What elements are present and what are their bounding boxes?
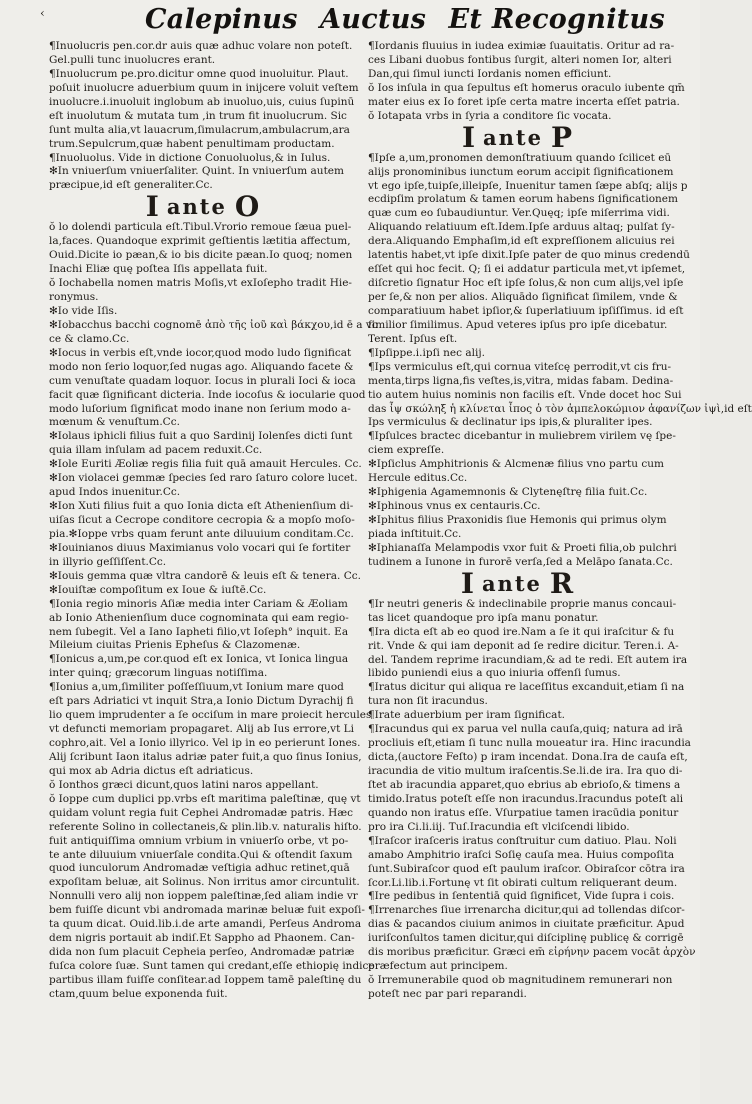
text-line: ✻Ion violacei gemmæ ſpecies ſed raro ſaturo colore lucet. bbox=[49, 472, 358, 485]
section-label: ante bbox=[483, 124, 543, 150]
text-line: Mileium ciuitas Prienis Epheſus & Clazomenæ. bbox=[49, 639, 301, 652]
text-line: ſimilior ſimilimus. Apud veteres ipſus pro ipſe dicebatur. bbox=[368, 318, 668, 331]
section-initial-right: R bbox=[549, 566, 574, 600]
text-line: dicta,(auctore Feſto) p iram incendat. Dona.Ira de cauſa eſt, bbox=[368, 751, 688, 764]
text-line: piada inſtituit.Cc. bbox=[368, 527, 462, 540]
text-line: mater eius ex Io foret ipſe certa matre incerta eſſet patria. bbox=[368, 95, 680, 108]
text-line: ¶Ipſulces bractec dicebantur in muliebrem virilem vę ſpe- bbox=[368, 430, 676, 443]
text-line: ŏ Ios inſula in qua ſepultus eſt homerus oraculo iubente qm̄ bbox=[368, 81, 685, 94]
text-line: diſcretio ſignatur Hoc eſt ipſe ſolus,& non cum alijs,vel ipſe bbox=[368, 277, 684, 290]
header-word-3: Et Recognitus bbox=[448, 4, 665, 35]
text-line: latentis habet,vt ipſe dixit.Ipſe pater de quo minus credendū bbox=[368, 249, 690, 262]
section-initial-left: I bbox=[460, 566, 474, 600]
text-line: dem nigris portauit ab indiſ.Et Sappho ad Phaonem. Can- bbox=[49, 932, 355, 945]
text-line: ✻Iobacchus bacchi cognomē ἀπὸ τῆς ἰοῦ καὶ βάκχου,id ē a vo bbox=[49, 318, 379, 331]
text-line: vt ego ipſe,tuipſe,illeipſe, Inuenitur tamen ſæpe abſq; alijs p bbox=[368, 179, 688, 192]
text-line: ſunt multa alia,vt lauacrum,ſimulacrum,ambulacrum,ara bbox=[49, 123, 350, 136]
text-line: ſtet ab iracundia apparet,quo ebrius ab ebrioſo,& timens a bbox=[368, 778, 681, 791]
text-line: per ſe,& non per alios. Aliquādo ſignificat ſimilem, vnde & bbox=[368, 291, 678, 303]
text-line: quæ cum eo ſubaudiuntur. Ver.Quęq; ipſe miſerrima vidi. bbox=[368, 207, 670, 220]
text-line: ¶Inuolucris pen.cor.dr auis quæ adhuc volare non poteſt. bbox=[49, 40, 353, 52]
text-line: Inachi Eliæ quę poſtea Iſis appellata fuit. bbox=[49, 263, 268, 276]
right-middle-entries bbox=[368, 151, 752, 570]
text-line: ŏ Iochabella nomen matris Moſis,vt exIoſepho tradit Hie- bbox=[49, 277, 352, 290]
text-line: pro ira Ci.li.iij. Tuſ.Iracundia eſt vlciſcendi libido. bbox=[368, 820, 630, 833]
text-line: ronymus. bbox=[49, 291, 99, 303]
text-line: lio quem imprudenter a ſe occiſum in mare proiecit hercules bbox=[49, 709, 372, 722]
text-line: iracundia de vitio multum iraſcentis.Se.li.de ira. Ira quo di- bbox=[368, 765, 683, 777]
text-line: ✻Iphinous vnus ex centauris.Cc. bbox=[368, 500, 541, 513]
text-line: procliuis eſt,etiam ſi tunc nulla moueatur ira. Hinc iracundia bbox=[368, 737, 691, 750]
text-line: ¶Inuolucrum pe.pro.dicitur omne quod inuoluitur. Plaut. bbox=[49, 67, 349, 80]
text-line: ✻Iouis gemma quæ vltra candorē & leuis eſt & tenera. Cc. bbox=[49, 569, 361, 582]
text-line: Aliquando relatiuum eſt.Idem.Ipſe arduus altaq; pulſat ſy- bbox=[368, 221, 675, 234]
text-line: quia illam inſulam ad pacem reduxit.Cc. bbox=[49, 444, 263, 457]
text-line: ŏ lo dolendi particula eſt.Tibul.Vrorio remoue ſæua puel- bbox=[49, 221, 352, 234]
header-word-1: Calepinus bbox=[145, 4, 298, 35]
text-line: præcipue,id eſt generaliter.Cc. bbox=[49, 179, 213, 192]
right-top-entries bbox=[368, 40, 685, 124]
text-line: timido.Iratus poteſt eſſe non iracundus.Iracundus poteſt ali bbox=[368, 792, 684, 805]
text-line: ¶Ipſe a,um,pronomen demonſtratiuum quando ſcilicet eū bbox=[368, 151, 672, 164]
text-line: menta,tirps ligna,fis veſtes,is,vitra, midas fabam. Dedina- bbox=[368, 374, 674, 387]
text-line: ✻In vniuerſum vniuerſaliter. Quint. In vniuerſum autem bbox=[49, 165, 344, 178]
text-line: in illyrio geſſiſſent.Cc. bbox=[49, 555, 167, 568]
text-line: ✻Ipſiclus Amphitrionis & Alcmenæ filius vno partu cum bbox=[368, 458, 664, 471]
text-line: eſſet qui hoc fecit. Q; ſi ei addatur particula met,vt ipſemet, bbox=[368, 263, 686, 276]
text-line: ecdipſim prolatum & tamen eorum habens ſignificationem bbox=[368, 193, 678, 206]
text-line: ſunt.Subiraſcor quod eſt paulum iraſcor. Obiraſcor cōtra ira bbox=[368, 862, 685, 875]
text-line: ✻Iole Euriti Æoliæ regis filia fuit quā amauit Hercules. Cc. bbox=[49, 458, 362, 471]
section-label: ante bbox=[481, 570, 542, 596]
text-line: cum venuſtate quadam loquor. Iocus in plurali Ioci & ioca bbox=[49, 374, 356, 387]
section-label: ante bbox=[166, 194, 227, 220]
running-header bbox=[145, 4, 665, 40]
text-line: modo luſorium ſignificat modo inane non ſerium modo a- bbox=[49, 402, 351, 415]
text-line: comparatiuum habet ipſior,& ſuperlatiuum ipſiſſimus. id eſt bbox=[368, 304, 684, 317]
text-line: ✻Ion Xuti filius fuit a quo Ionia dicta eſt Athenienſium di- bbox=[49, 500, 354, 513]
text-line: quod iunculorum Andromadæ veſtigia adhuc retinet,quā bbox=[49, 862, 350, 875]
section-initial-right: P bbox=[550, 120, 573, 154]
text-line: expoſitam beluæ, ait Solinus. Non irritus amor circuntulit. bbox=[49, 876, 360, 889]
text-line: vt defuncti memoriam propagaret. Alij ab Ius errore,vt Li bbox=[49, 723, 354, 736]
text-line: pia.✻Ioppe vrbs quam ferunt ante diluuium conditam.Cc. bbox=[49, 527, 354, 540]
text-line: ¶Ionia regio minoris Aſiæ media inter Cariam & Æoliam bbox=[49, 597, 348, 610]
text-line: Gel.pulli tunc inuolucres erant. bbox=[49, 53, 216, 66]
text-line: ces Libani duobus fontibus ſurgit, alteri nomen Ior, alteri bbox=[368, 53, 672, 66]
text-line: fuſca colore ſuæ. Sunt tamen qui credant,eſſe ethiopię indice bbox=[49, 960, 375, 972]
text-line: Dan,qui ſimul iuncti Iordanis nomen efficiunt. bbox=[368, 67, 612, 80]
text-line: quando non iratus eſſe. Vſurpatiue tamen iracūdia ponitur bbox=[368, 806, 679, 819]
text-line: ✻Iouiſtæ compoſitum ex Ioue & iuſtē.Cc. bbox=[49, 583, 267, 596]
text-line: uiſas ſicut a Cecrope conditore cecropia & a mopſo moſo- bbox=[49, 514, 355, 526]
text-line: Hercule editus.Cc. bbox=[368, 472, 468, 485]
text-line: Ips vermiculus & declinatur ips ipis,& pluraliter ipes. bbox=[368, 416, 653, 429]
text-line: ¶Iraſcor iraſceris iratus conſtruitur cum datiuo. Plau. Noli bbox=[368, 834, 677, 847]
text-line: ta quum dicat. Ouid.lib.i.de arte amandi, Perſeus Androma bbox=[49, 918, 362, 931]
left-column bbox=[49, 40, 379, 1002]
text-line: ab Ionio Athenienſium duce cognominata qui eam regio- bbox=[49, 611, 349, 624]
text-line: Alij ſcribunt Iaon italus adriæ pater fuit,a quo ſinus Ionius, bbox=[49, 750, 362, 763]
text-line: ✻Iphianaſſa Melampodis vxor fuit & Proeti filia,ob pulchri bbox=[368, 541, 677, 554]
text-line: referente Solino in collectaneis,& plin.lib.v. naturalis hiſto. bbox=[49, 820, 362, 833]
section-heading-i-ante-o bbox=[49, 190, 356, 224]
text-line: ¶Iratus dicitur qui aliqua re laceſſitus excanduit,etiam ſi na bbox=[368, 681, 685, 694]
text-line: trum.Sepulcrum,quæ habent penultimam productam. bbox=[49, 137, 335, 150]
text-line: ctam,quum belue exponenda fuit. bbox=[49, 987, 228, 1000]
text-line: ✻Iolaus iphicli filius fuit a quo Sardinij Iolenſes dicti ſunt bbox=[49, 430, 353, 443]
text-line: eſt inuolutum & mutata tum ,in trum fit inuolucrum. Sic bbox=[49, 109, 347, 122]
left-top-entries bbox=[49, 40, 359, 193]
text-line: bem fuiſſe dicunt vbi andromada marinæ beluæ fuit expoſi- bbox=[49, 904, 365, 917]
text-line: partibus illam fuiſſe conſitear.ad Ioppem tamē paleſtinę du bbox=[49, 973, 362, 986]
section-heading-i-ante-p bbox=[368, 120, 666, 154]
right-bottom-entries bbox=[368, 597, 696, 1002]
text-line: inter quinq; græcorum linguas notiſſima. bbox=[49, 667, 268, 680]
text-line: eſt pars Adriatici vt inquit Stra,a Ionio Dictum Dyrachij fi bbox=[49, 695, 354, 708]
text-line: modo non ſerio loquor,ſed nugas ago. Aliquando facete & bbox=[49, 360, 354, 373]
text-line: ✻Iphitus filius Praxonidis ſiue Hemonis qui primus olym bbox=[368, 514, 667, 526]
text-line: ¶Ira dicta eſt ab eo quod ire.Nam a ſe it qui iraſcitur & fu bbox=[368, 625, 675, 638]
right-column bbox=[368, 40, 752, 1002]
text-line: tudinem a Iunone in furorē verſa,ſed a Melāpo ſanata.Cc. bbox=[368, 555, 673, 568]
text-line: ¶Ips vermiculus eſt,qui cornua viteſcę perrodit,vt cis fru- bbox=[368, 360, 672, 373]
text-line: ciem expreſſe. bbox=[368, 444, 445, 457]
text-line: ¶Ionius a,um,ſimiliter poſſeſſiuum,vt Ionium mare quod bbox=[49, 681, 344, 694]
text-line: Terent. Ipſus eſt. bbox=[368, 332, 458, 345]
text-line: inuolucre.i.inuoluit inglobum ab inuoluo,uis, cuius ſupinū bbox=[49, 95, 355, 108]
text-line: ſcor.Li.lib.i.Fortunę vt ſit obirati cultum reliquerant deum. bbox=[368, 876, 678, 889]
text-line: del. Tandem reprime iracundiam,& ad te redi. Eſt autem ira bbox=[368, 653, 688, 666]
text-line: ¶Irate aduerbium per iram ſignificat. bbox=[368, 709, 566, 722]
text-line: tio autem huius nominis non facilis eſt. Vnde docet hoc Sui bbox=[368, 388, 682, 401]
text-line: dera.Aliquando Emphaſim,id eſt expreſſionem alicuius rei bbox=[368, 235, 675, 248]
text-line: fuit antiquiſſima omnium vrbium in vniuerſo orbe, vt po- bbox=[49, 834, 349, 847]
section-initial-right: O bbox=[234, 190, 260, 224]
text-line: libido puniendi eius a quo iniuria offenſi ſumus. bbox=[368, 667, 621, 680]
text-line: apud Indos inuenitur.Cc. bbox=[49, 486, 181, 499]
section-heading-i-ante-r bbox=[368, 566, 666, 600]
text-line: cophro,ait. Vel a Ionio illyrico. Vel ip in eo perierunt Iones. bbox=[49, 737, 361, 749]
text-line: dis moribus præficitur. Græci em̄ εἰρήνην pacem vocāt ἀρχὸν bbox=[368, 946, 696, 959]
text-line: dida non ſum placuit Cepheia perſeo, Andromadæ patriæ bbox=[49, 946, 355, 959]
header-word-2: Auctus bbox=[320, 4, 427, 35]
text-line: ¶Ire pedibus in ſententiā quid ſignificet, Vide ſupra i cois. bbox=[368, 890, 675, 903]
text-line: ŏ Ioppe cum duplici pp.vrbs eſt maritima paleſtinæ, quę vt bbox=[49, 792, 361, 805]
text-line: ✻Iphigenia Agamemnonis & Clytenęſtrę filia fuit.Cc. bbox=[368, 486, 648, 499]
section-initial-left: I bbox=[145, 190, 159, 224]
text-line: ✻Iocus in verbis eſt,vnde iocor,quod modo ludo ſignificat bbox=[49, 346, 352, 359]
text-line: iuriſconſultos tamen dicitur,qui diſciplinę publicę & corrigē bbox=[368, 932, 684, 945]
page-number: ‹ bbox=[40, 6, 45, 20]
text-line: tura non ſit iracundus. bbox=[368, 695, 488, 708]
text-line: ¶Ir neutri generis & indeclinabile proprie manus concaui- bbox=[368, 597, 677, 610]
text-line: quidam volunt regia fuit Cephei Andromadæ patris. Hæc bbox=[49, 806, 354, 819]
text-line: ŏ Ionthos græci dicunt,quos latini naros appellant. bbox=[49, 778, 319, 791]
text-line: te ante diluuium vniuerſale condita.Qui & oſtendit ſaxum bbox=[49, 848, 353, 861]
text-line: ¶Iracundus qui ex parua vel nulla cauſa,quiq; natura ad irā bbox=[368, 723, 683, 736]
section-initial-left: I bbox=[461, 120, 476, 154]
text-line: rit. Vnde & qui iam deponit ad ſe redire dicitur. Teren.i. A- bbox=[368, 639, 679, 652]
text-line: ŏ Iotapata vrbs in ſyria a conditore ſic vocata. bbox=[368, 109, 612, 122]
left-bottom-entries bbox=[49, 221, 379, 1002]
text-line: ¶Iordanis fluuius in iudea eximiæ ſuauitatis. Oritur ad ra- bbox=[368, 40, 675, 52]
text-line: alijs pronominibus iunctum eorum accipit ſignificationem bbox=[368, 165, 674, 178]
text-line: ce & clamo.Cc. bbox=[49, 332, 130, 345]
text-line: Ouid.Dicite io pæan,& io bis dicite pæan.Io quoq; nomen bbox=[49, 249, 353, 262]
text-line: poſuit inuolucre aduerbium quum in inijcere voluit veſtem bbox=[49, 81, 359, 94]
text-line: tas licet quandoque pro ipſa manu ponatur. bbox=[368, 611, 599, 624]
text-line: ¶Ipſippe.i.ipſi nec alij. bbox=[368, 346, 485, 359]
text-line: Nonnulli vero alij non ioppem paleſtinæ,ſed aliam indie vr bbox=[49, 890, 358, 903]
text-line: ✻Iouinianos diuus Maximianus volo vocari qui ſe fortiter bbox=[49, 541, 351, 554]
text-line: ŏ Irremunerabile quod ob magnitudinem remunerari non bbox=[368, 974, 673, 987]
text-line: ¶Irrenarches ſiue irrenarcha dicitur,qui ad tollendas diſcor- bbox=[368, 904, 685, 917]
text-line: poteſt nec par pari reparandi. bbox=[368, 988, 527, 1000]
text-line: la,faces. Quandoque exprimit geſtientis lætitia affectum, bbox=[49, 235, 351, 248]
text-line: das ἶψ σκώληξ ἡ κλίνεται ἶπος ὁ τὸν ἀμπελοκώμιον ἀφανίζων ἰψὶ,id eſt bbox=[368, 402, 752, 415]
text-line: qui mox ab Adria dictus eſt adriaticus. bbox=[49, 764, 254, 777]
text-line: mœnum & venuſtum.Cc. bbox=[49, 416, 180, 429]
text-line: nem ſubegit. Vel a Iano Iapheti filio,vt Ioſeph° inquit. Ea bbox=[49, 625, 349, 638]
text-line: præfectum aut principem. bbox=[368, 960, 508, 973]
text-line: ¶Ionicus a,um,pe cor.quod eſt ex Ionica, vt Ionica lingua bbox=[49, 653, 349, 666]
text-line: amabo Amphitrio iraſci Soſię cauſa mea. Huius compoſita bbox=[368, 848, 675, 861]
text-line: dias & pacandos ciuium animos in ciuitate præficitur. Apud bbox=[368, 918, 685, 931]
text-line: ¶Inuoluolus. Vide in dictione Conuoluolus,& in Iulus. bbox=[49, 151, 331, 164]
text-line: facit quæ ſignificant dicteria. Inde iocoſus & iocularie quod bbox=[49, 388, 366, 401]
text-line: ✻Io vide Iſis. bbox=[49, 304, 118, 317]
